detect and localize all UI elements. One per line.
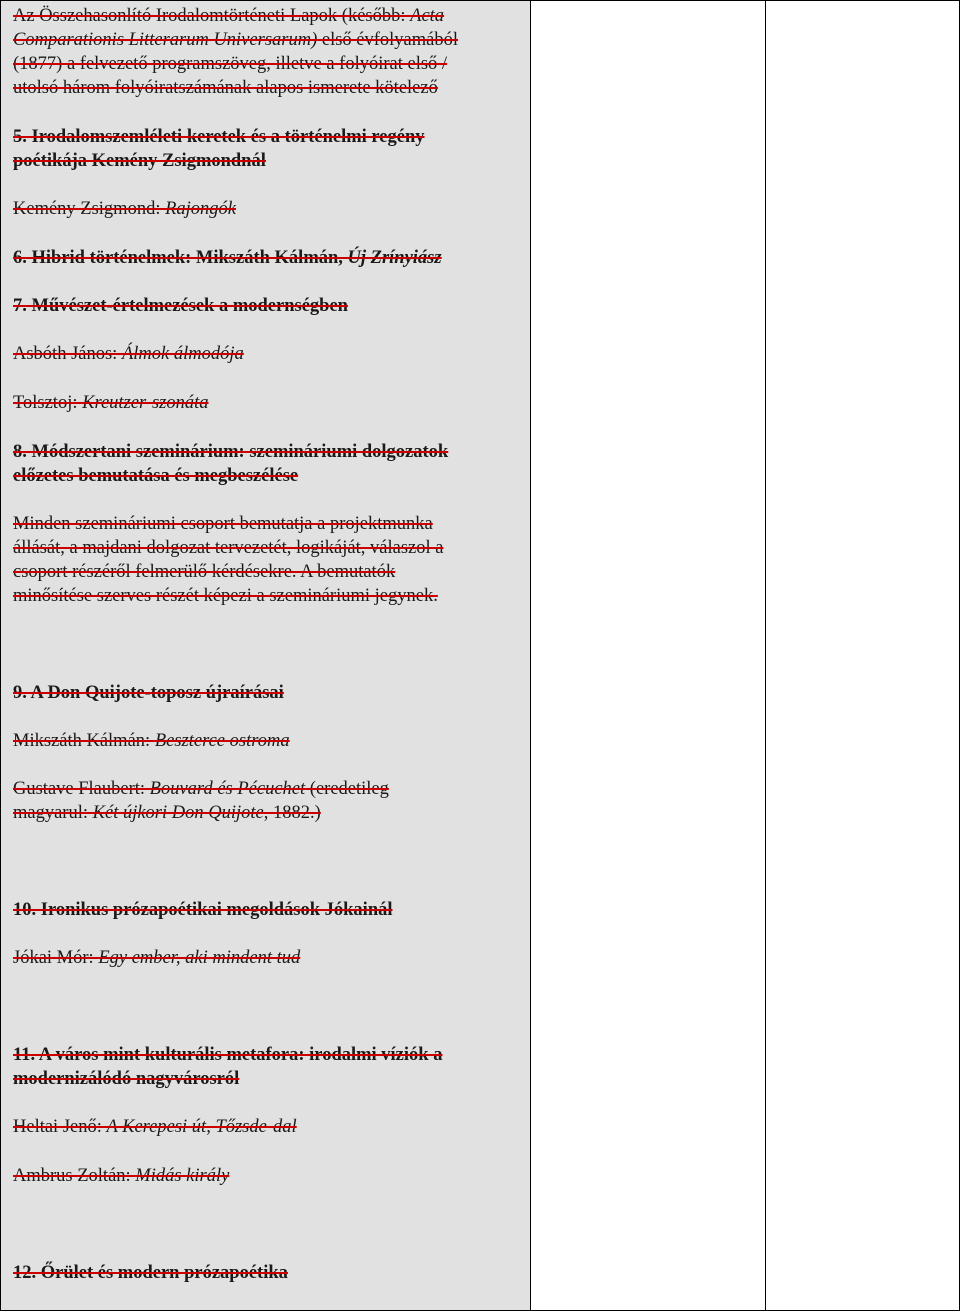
section-8-text-2: állását, a majdani dolgozat tervezetét, logikáját, válaszol a [13, 538, 444, 558]
intro-line-4: utolsó három folyóiratszámának alapos ismerete kötelező [13, 78, 438, 98]
section-5-heading-cont: poétikája Kemény Zsigmondnál [13, 151, 266, 171]
section-11-reading-1: Heltai Jenő: A Kerepesi út, Tőzsde-dal [13, 1117, 297, 1137]
intro-line-2: Comparationis Litterarum Universarum) első évfolyamából [13, 30, 459, 50]
section-7-reading-1: Asbóth János: Álmok álmodója [13, 344, 244, 364]
section-10-reading: Jókai Mór: Egy ember, aki mindent tud [13, 948, 301, 968]
section-5-reading: Kemény Zsigmond: Rajongók [13, 199, 236, 219]
section-9-reading-2: Gustave Flaubert: Bouvard és Pécuchet (eredetileg [13, 779, 389, 799]
section-7-reading-2: Tolsztoj: Kreutzer-szonáta [13, 393, 209, 413]
section-9-heading: 9. A Don Quijote-toposz újraírásai [13, 683, 284, 703]
section-8-heading: 8. Módszertani szeminárium: szemináriumi dolgozatok [13, 442, 449, 462]
section-11-heading: 11. A város mint kulturális metafora: irodalmi víziók a [13, 1045, 443, 1065]
section-9-reading-2-cont: magyarul: Két újkori Don Quijote, 1882.) [13, 803, 321, 823]
section-9-reading-1: Mikszáth Kálmán: Beszterce ostroma [13, 731, 290, 751]
section-12-heading: 12. Őrület és modern prózapoétika [13, 1263, 288, 1283]
section-11-heading-cont: modernizálódó nagyvárosról [13, 1069, 240, 1089]
empty-cell-middle [530, 0, 766, 1311]
section-10-heading: 10. Ironikus prózapoétikai megoldások Jókainál [13, 900, 393, 920]
section-7-heading: 7. Művészet-értelmezések a modernségben [13, 296, 348, 316]
section-11-reading-2: Ambrus Zoltán: Midás király [13, 1166, 230, 1186]
section-8-heading-cont: előzetes bemutatása és megbeszélése [13, 466, 299, 486]
intro-line-1: Az Összehasonlító Irodalomtörténeti Lapok (később: Acta [13, 6, 445, 26]
section-8-text-4: minősítése szerves részét képezi a szemináriumi jegynek. [13, 586, 438, 606]
intro-line-3: (1877) a felvezető programszöveg, illetve a folyóirat első / [13, 54, 448, 74]
empty-cell-right [765, 0, 960, 1311]
section-6-heading: 6. Hibrid történelmek: Mikszáth Kálmán, Új Zrínyiász [13, 248, 442, 268]
section-5-heading: 5. Irodalomszemléleti keretek és a történelmi regény [13, 127, 425, 147]
section-8-text-3: csoport részéről felmerülő kérdésekre. A bemutatók [13, 562, 396, 582]
section-8-text-1: Minden szemináriumi csoport bemutatja a projektmunka [13, 514, 433, 534]
